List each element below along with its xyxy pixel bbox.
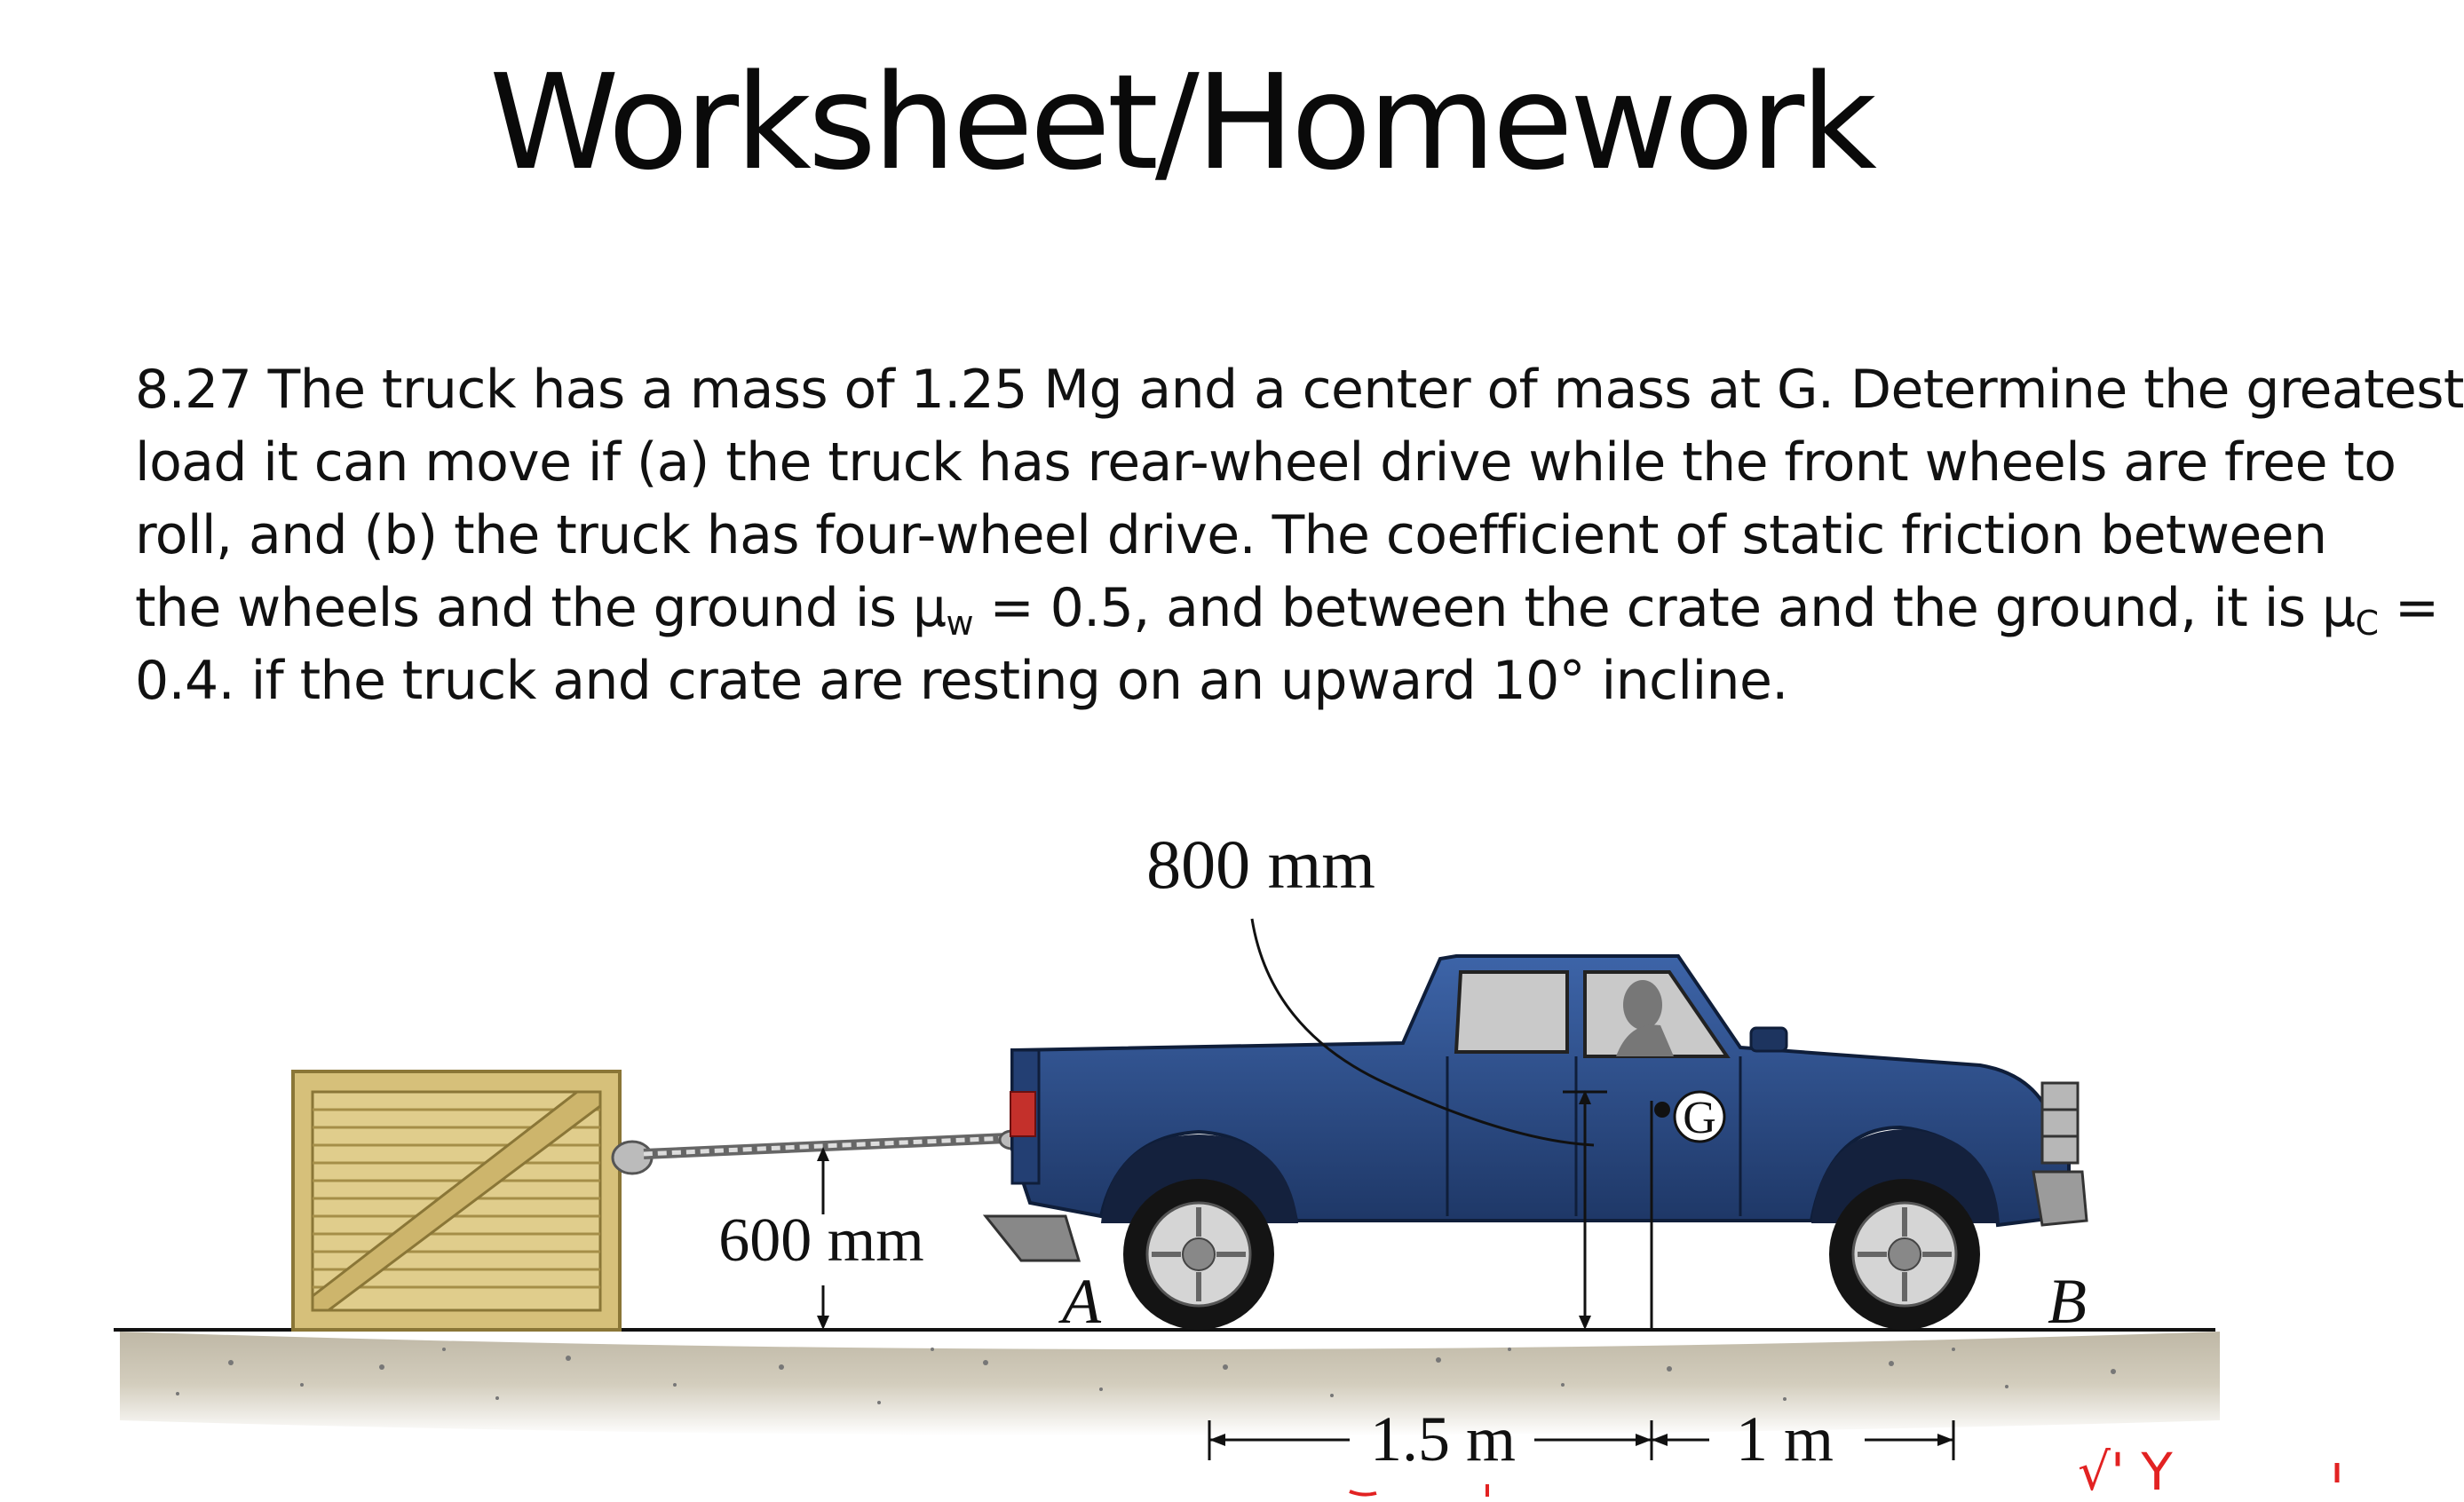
handwritten-note: √' Y <box>2078 1442 2173 1502</box>
problem-line-2: load it can move if (a) the truck has rear-wheel drive while the front wheels are free to <box>135 431 2397 494</box>
tow-cable <box>613 1131 1025 1174</box>
crate <box>293 1071 620 1330</box>
rear-wheel <box>1123 1179 1274 1330</box>
label-A: A <box>1062 1266 1101 1337</box>
problem-line-4 <box>135 572 2439 644</box>
problem-statement <box>135 353 2464 717</box>
figure-svg <box>0 799 2363 1502</box>
page-title: Worksheet/Homework <box>489 46 1874 199</box>
label-1-5m: 1.5 m <box>1369 1403 1517 1474</box>
problem-line-5: 0.4. if the truck and crate are resting on an upward 10° incline. <box>135 650 1788 712</box>
label-G: G <box>1683 1093 1716 1143</box>
label-600mm: 600 mm <box>718 1206 924 1275</box>
problem-line-1: 8.27 The truck has a mass of 1.25 Mg and a center of mass at G. Determine the greatest <box>135 359 2464 421</box>
mu-c-subscript: C <box>2355 604 2379 643</box>
mu-w-subscript: w <box>946 604 973 643</box>
label-1m: 1 m <box>1735 1403 1834 1474</box>
front-wheel <box>1829 1179 1980 1330</box>
truck-crate-figure <box>0 799 2363 1502</box>
problem-line-4-part-a: the wheels and the ground is μ <box>135 577 947 639</box>
problem-line-4-part-b: = 0.5, and between the crate and the ground, it is μ <box>972 577 2356 639</box>
problem-line-4-part-c: = <box>2378 577 2439 639</box>
problem-line-3: roll, and (b) the truck has four-wheel drive. The coefficient of static friction between <box>135 504 2327 566</box>
pickup-truck <box>986 956 2087 1330</box>
label-B: B <box>2048 1266 2087 1337</box>
label-800mm: 800 mm <box>1146 826 1375 903</box>
